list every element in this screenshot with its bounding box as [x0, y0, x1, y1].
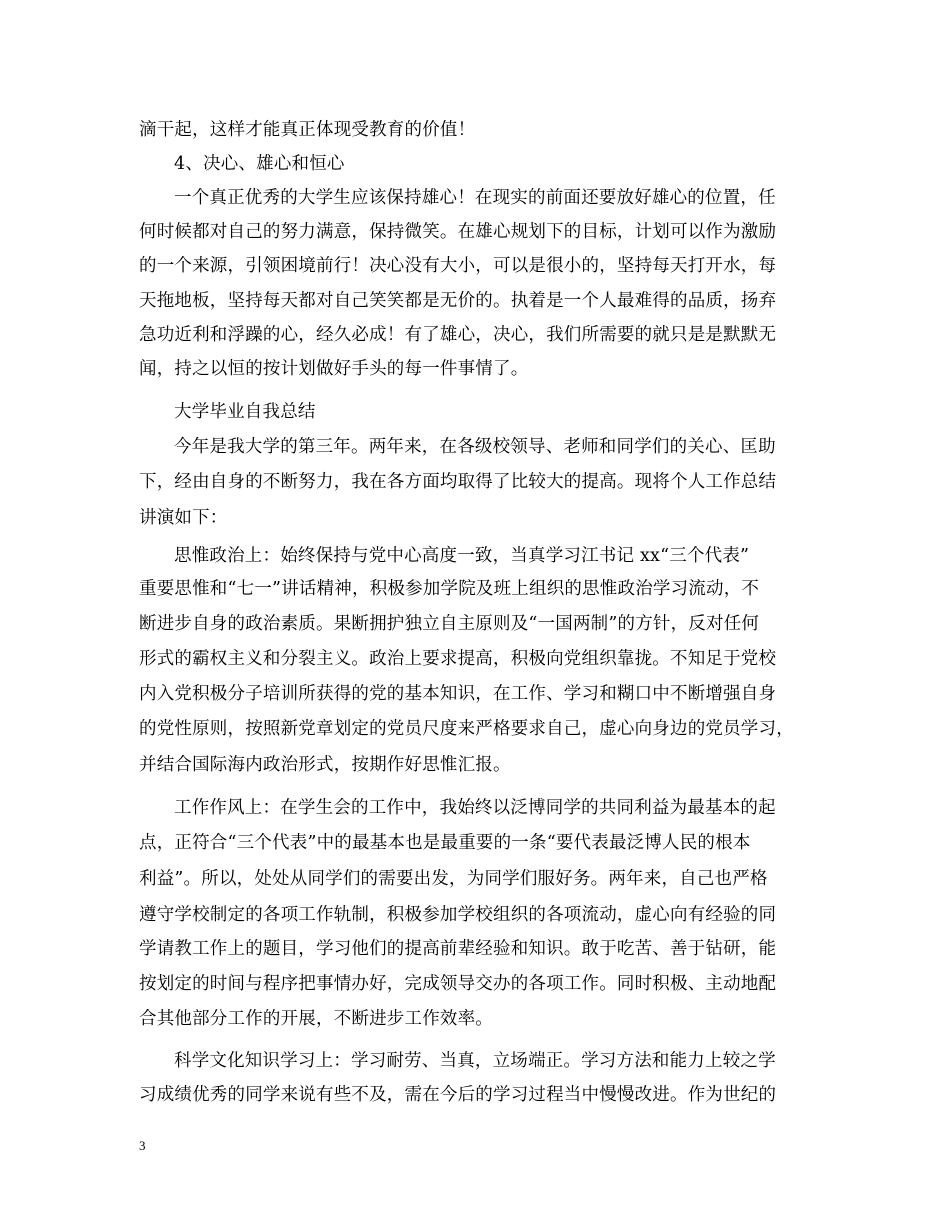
page-number: 3	[139, 1138, 146, 1153]
text-line: 利益”。所以，处处从同学们的需要出发，为同学们服好务。两年来，自己也严格	[139, 869, 768, 889]
text-line: 讲演如下：	[139, 508, 228, 528]
text-line: 合其他部分工作的开展，不断进步工作效率。	[139, 1009, 493, 1029]
text-line: 下，经由自身的不断努力，我在各方面均取得了比较大的提高。现将个人工作总结	[139, 472, 777, 492]
text-line: 今年是我大学的第三年。两年来，在各级校领导、老师和同学们的关心、匡助	[174, 437, 776, 457]
text-line: 闻，持之以恒的按计划做好手头的每一件事情了。	[139, 359, 529, 379]
text-line: 急功近利和浮躁的心，经久必成！有了雄心，决心，我们所需要的就只是是默默无	[139, 325, 777, 345]
text-line: 习成绩优秀的同学来说有些不及，需在今后的学习过程当中慢慢改进。作为世纪的	[139, 1085, 777, 1105]
text-line: 工作作风上：在学生会的工作中，我始终以泛博同学的共同利益为最基本的起	[174, 798, 776, 818]
text-line: 遵守学校制定的各项工作轨制，积极参加学校组织的各项流动，虚心向有经验的同	[139, 905, 777, 925]
text-line: 何时候都对自己的努力满意，保持微笑。在雄心规划下的目标，计划可以作为激励	[139, 222, 777, 242]
text-line: 断进步自身的政治素质。果断拥护独立自主原则及“一国两制”的方针，反对任何	[139, 614, 760, 634]
text-line: 一个真正优秀的大学生应该保持雄心！在现实的前面还要放好雄心的位置，任	[174, 188, 776, 208]
text-line: 的党性原则，按照新党章划定的党员尺度来严格要求自己，虚心向身边的党员学习，	[139, 719, 794, 739]
text-line: 形式的霸权主义和分裂主义。政治上要求提高，积极向党组织靠拢。不知足于党校	[139, 649, 777, 669]
text-line: 并结合国际海内政治形式，按期作好思惟汇报。	[139, 755, 511, 775]
text-line: 点，正符合“三个代表”中的最基本也是最重要的一条“要代表最泛博人民的根本	[139, 833, 751, 853]
text-line: 学请教工作上的题目，学习他们的提高前辈经验和知识。敢于吃苦、善于钻研，能	[139, 939, 777, 959]
text-line: 滴干起，这样才能真正体现受教育的价值！	[139, 120, 476, 140]
text-line: 内入党积极分子培训所获得的党的基本知识，在工作、学习和糊口中不断增强自身	[139, 684, 777, 704]
text-line: 的一个来源，引领困境前行！决心没有大小，可以是很小的，坚持每天打开水，每	[139, 256, 777, 276]
text-line: 科学文化知识学习上：学习耐劳、当真，立场端正。学习方法和能力上较之学	[174, 1051, 776, 1071]
text-line: 天拖地板，坚持每天都对自己笑笑都是无价的。执着是一个人最难得的品质，扬弃	[139, 291, 777, 311]
section-heading: 大学毕业自我总结	[174, 402, 316, 422]
text-line: 思惟政治上：始终保持与党中心高度一致，当真学习江书记 xx“三个代表”	[174, 546, 750, 566]
text-line: 重要思惟和“七一”讲话精神，积极参加学院及班上组织的思惟政治学习流动，不	[139, 579, 760, 599]
text-line: 按划定的时间与程序把事情办好，完成领导交办的各项工作。同时积极、主动地配	[139, 974, 777, 994]
section-heading: 4、决心、雄心和恒心	[174, 154, 345, 174]
